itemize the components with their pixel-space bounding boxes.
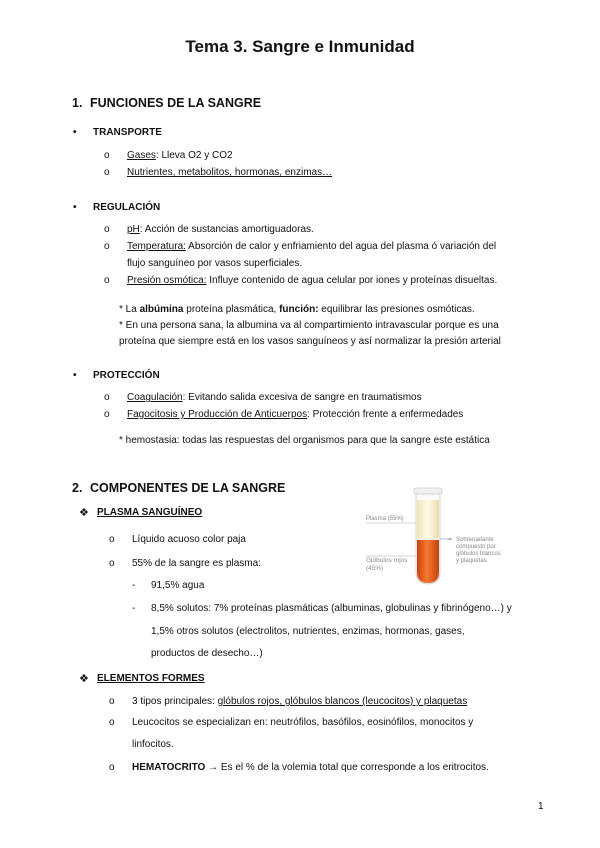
bullet-dot: • xyxy=(73,370,77,381)
fig-buffy-label-4: y plaquetas xyxy=(456,558,487,564)
hematocrito-label: HEMATOCRITO xyxy=(132,762,206,773)
plasma-sub-2-line-2: 1,5% otros solutos (electrolitos, nutrientes, enzimas, hormonas, gases, xyxy=(151,626,465,637)
fig-plasma-label: Plasma (55%) xyxy=(366,516,404,522)
fig-buffy-label-1: Sobrenadante xyxy=(456,537,494,543)
item-fagocitosis xyxy=(104,409,464,420)
note-hemostasia: * hemostasia: todas las respuestas del organismos para que la sangre este estática xyxy=(119,435,490,446)
note-bold-funcion: función: xyxy=(279,304,319,315)
plasma-sub-2-line-3: productos de desecho…) xyxy=(151,648,263,659)
circle-bullet-icon: o xyxy=(104,167,110,178)
section-1-heading xyxy=(72,96,261,110)
elementos-label: ELEMENTOS FORMES xyxy=(97,673,205,684)
fig-buffy-label-3: glóbulos blancos xyxy=(456,551,501,557)
circle-bullet-icon: o xyxy=(104,150,110,161)
note-albumina xyxy=(119,304,475,315)
bullet-transporte xyxy=(73,127,162,138)
section-1-number: 1. xyxy=(72,96,83,110)
diamond-bullet-icon: ❖ xyxy=(79,507,89,519)
elementos-item-1-pre: 3 tipos principales: xyxy=(132,696,218,707)
elementos-item-2-line-1: Leucocitos se especializan en: neutrófilos, basófilos, eosinófilos, monocitos y xyxy=(132,717,474,728)
note-albumina-2-line1: * En una persona sana, la albumina va al compartimiento intravascular porque es una xyxy=(119,320,499,331)
transporte-label: TRANSPORTE xyxy=(93,127,162,138)
temperatura-label: Temperatura: xyxy=(127,241,186,252)
circle-bullet-icon: o xyxy=(109,762,115,773)
bullet-proteccion xyxy=(73,370,160,381)
ph-label: pH xyxy=(127,224,140,235)
section-2-title: COMPONENTES DE LA SANGRE xyxy=(90,481,286,495)
elementos-item-1 xyxy=(109,696,468,707)
item-ph xyxy=(104,224,314,235)
section-1-title: FUNCIONES DE LA SANGRE xyxy=(90,96,262,110)
item-nutrientes xyxy=(104,167,333,178)
item-temperatura xyxy=(104,241,497,252)
coagulacion-label: Coagulación xyxy=(127,392,183,403)
dash-bullet-icon: - xyxy=(132,580,136,591)
fig-rbc-label-1: Glóbulos rojos xyxy=(366,557,408,564)
circle-bullet-icon: o xyxy=(109,696,115,707)
circle-bullet-icon: o xyxy=(109,534,115,545)
ph-text: : Acción de sustancias amortiguadoras. xyxy=(139,224,314,235)
elementos-item-3 xyxy=(109,762,489,773)
presion-label: Presión osmótica: xyxy=(127,275,207,286)
circle-bullet-icon: o xyxy=(104,409,110,420)
temperatura-text-2: flujo sanguíneo por vasos superficiales. xyxy=(127,258,303,269)
proteccion-label: PROTECCIÓN xyxy=(93,370,160,381)
circle-bullet-icon: o xyxy=(104,392,110,403)
red-cells-layer xyxy=(417,540,439,583)
fagocitosis-text: : Protección frente a enfermedades xyxy=(307,409,464,420)
plasma-item-1 xyxy=(109,534,246,545)
note-albumina-2-line2: proteína que siempre está en los vasos sanguíneos y así normalizar la presión arterial xyxy=(119,336,501,347)
bullet-regulacion xyxy=(73,202,160,213)
fig-buffy-label-2: compuesto por xyxy=(456,544,496,550)
plasma-sub-2 xyxy=(132,603,512,614)
note-text: * La xyxy=(119,304,140,315)
circle-bullet-icon: o xyxy=(109,558,115,569)
note-text: equilibrar las presiones osmóticas. xyxy=(318,304,475,315)
elementos-item-1-underlined: glóbulos rojos, glóbulos blancos (leucocitos) y plaquetas xyxy=(217,696,468,707)
circle-bullet-icon: o xyxy=(104,224,110,235)
plasma-layer xyxy=(417,500,439,538)
elementos-item-2-line-2: linfocitos. xyxy=(132,739,174,750)
plasma-item-2-text: 55% de la sangre es plasma: xyxy=(132,558,261,569)
plasma-sub-1 xyxy=(132,580,205,591)
blood-tube-figure xyxy=(360,486,525,586)
item-gases xyxy=(104,150,233,161)
gases-text: : Lleva O2 y CO2 xyxy=(155,150,233,161)
plasma-item-1-text: Líquido acuoso color paja xyxy=(132,534,246,545)
elementos-item-2 xyxy=(109,717,474,728)
plasma-sub-2-line-1: 8,5% solutos: 7% proteínas plasmáticas (albuminas, globulinas y fibrinógeno…) y xyxy=(151,603,512,614)
section-2-heading xyxy=(72,481,285,495)
tube-rim xyxy=(414,488,442,494)
gases-label: Gases xyxy=(127,150,156,161)
plasma-sub-1-text: 91,5% agua xyxy=(151,580,205,591)
item-presion xyxy=(104,275,498,286)
hematocrito-text: Es el % de la volemia total que corresponde a los eritrocitos. xyxy=(220,762,489,773)
note-text: proteína plasmática, xyxy=(183,304,280,315)
note-bold-albumina: albúmina xyxy=(139,304,184,315)
nutrientes-text: Nutrientes, metabolitos, hormonas, enzimas… xyxy=(127,167,333,178)
fig-rbc-label-2: (45%) xyxy=(366,565,384,572)
fig-buffy-arrow-icon: ⇒ xyxy=(447,537,453,543)
circle-bullet-icon: o xyxy=(104,241,110,252)
page-title: Tema 3. Sangre e Inmunidad xyxy=(185,37,415,56)
page-number: 1 xyxy=(538,801,544,812)
circle-bullet-icon: o xyxy=(109,717,115,728)
bullet-dot: • xyxy=(73,202,77,213)
section-2-number: 2. xyxy=(72,481,83,495)
circle-bullet-icon: o xyxy=(104,275,110,286)
presion-text: Influye contenido de agua celular por iones y proteínas disueltas. xyxy=(206,275,498,286)
plasma-item-2 xyxy=(109,558,261,569)
right-arrow-icon: → xyxy=(205,762,221,773)
dash-bullet-icon: - xyxy=(132,603,136,614)
plasma-label: PLASMA SANGUÍNEO xyxy=(97,507,203,518)
plasma-heading xyxy=(79,507,203,519)
item-coagulacion xyxy=(104,392,422,403)
coagulacion-text: : Evitando salida excesiva de sangre en traumatismos xyxy=(182,392,422,403)
buffy-coat-layer xyxy=(417,538,439,540)
fagocitosis-label: Fagocitosis y Producción de Anticuerpos xyxy=(127,409,308,420)
temperatura-text-1: Absorción de calor y enfriamiento del agua del plasma ó variación del xyxy=(185,241,497,252)
diamond-bullet-icon: ❖ xyxy=(79,673,89,685)
bullet-dot: • xyxy=(73,127,77,138)
regulacion-label: REGULACIÓN xyxy=(93,202,161,213)
elementos-heading xyxy=(79,673,205,685)
